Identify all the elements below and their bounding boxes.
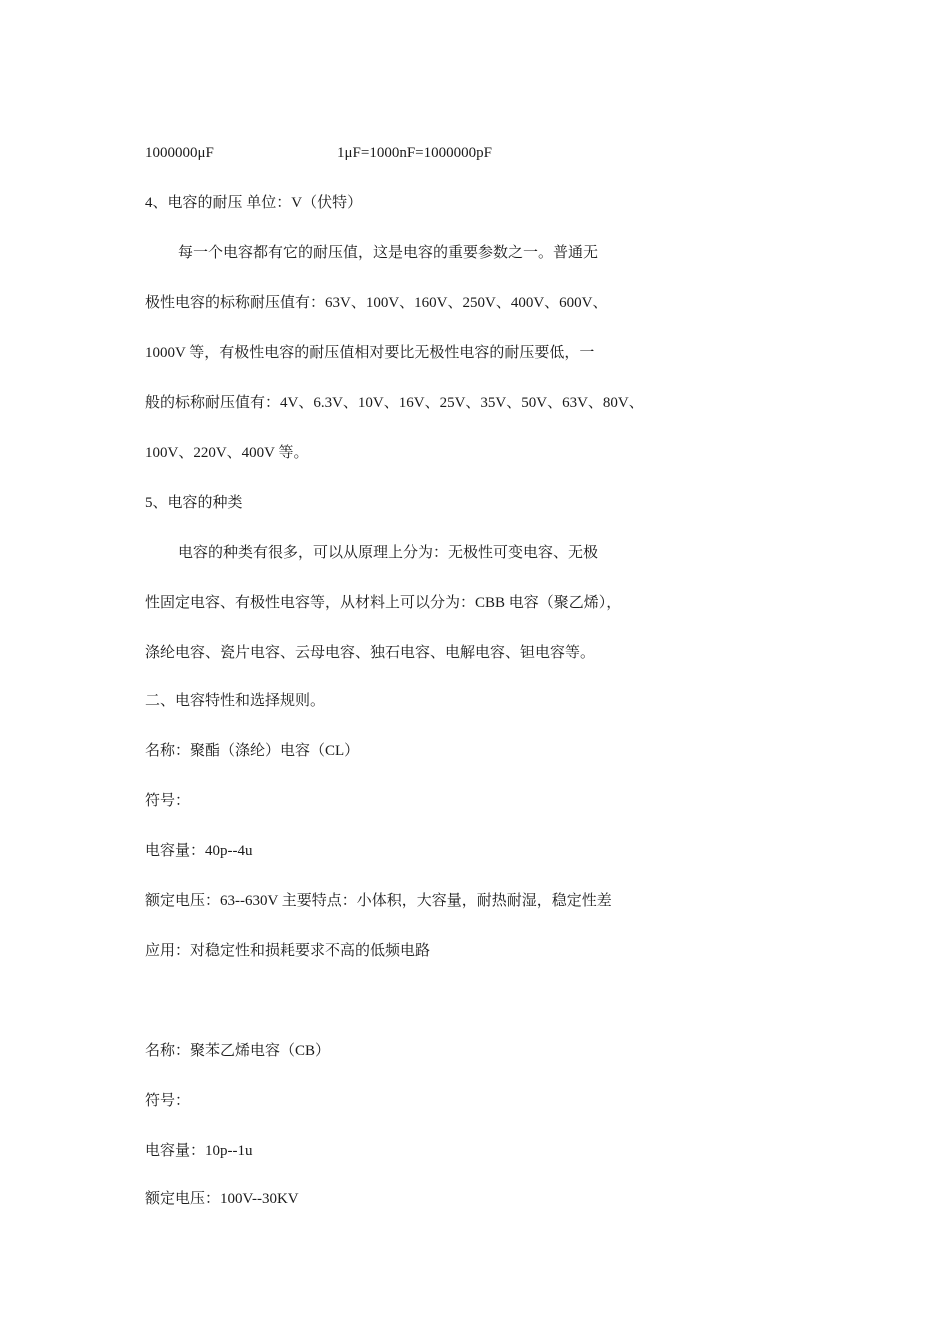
capacitor-symbol: 符号： [145, 793, 191, 809]
section-heading-types: 5、电容的种类 [145, 495, 243, 511]
paragraph-line: 极性电容的标称耐压值有：63V、100V、160V、250V、400V、600V、 [145, 295, 608, 311]
section-heading-characteristics: 二、电容特性和选择规则。 [145, 693, 326, 709]
capacitor-name: 名称：聚酯（涤纶）电容（CL） [145, 743, 360, 759]
unit-conversion: 1μF=1000nF=1000000pF [337, 145, 492, 161]
capacitor-capacitance: 电容量：10p--1u [145, 1143, 253, 1159]
capacitor-application: 应用：对稳定性和损耗要求不高的低频电路 [145, 943, 431, 959]
paragraph-line: 性固定电容、有极性电容等，从材料上可以分为：CBB 电容（聚乙烯）， [145, 595, 622, 611]
paragraph-line: 1000V 等，有极性电容的耐压值相对要比无极性电容的耐压要低，一 [145, 345, 595, 361]
unit-value: 1000000μF [145, 145, 214, 161]
capacitor-symbol: 符号： [145, 1093, 191, 1109]
paragraph-line: 涤纶电容、瓷片电容、云母电容、独石电容、电解电容、钽电容等。 [145, 645, 596, 661]
unit-conversion-line [145, 143, 492, 163]
capacitor-capacitance: 电容量：40p--4u [145, 843, 253, 859]
capacitor-rated-voltage: 额定电压：100V--30KV [145, 1191, 299, 1207]
paragraph-line: 般的标称耐压值有：4V、6.3V、10V、16V、25V、35V、50V、63V、80V、 [145, 395, 644, 411]
capacitor-rated-voltage: 额定电压：63--630V 主要特点：小体积，大容量，耐热耐湿，稳定性差 [145, 893, 612, 909]
capacitor-name: 名称：聚苯乙烯电容（CB） [145, 1043, 331, 1059]
section-heading-voltage: 4、电容的耐压 单位：V（伏特） [145, 195, 363, 211]
paragraph-line: 每一个电容都有它的耐压值，这是电容的重要参数之一。普通无 [178, 245, 599, 261]
paragraph-line: 100V、220V、400V 等。 [145, 445, 309, 461]
paragraph-line: 电容的种类有很多，可以从原理上分为：无极性可变电容、无极 [178, 545, 599, 561]
